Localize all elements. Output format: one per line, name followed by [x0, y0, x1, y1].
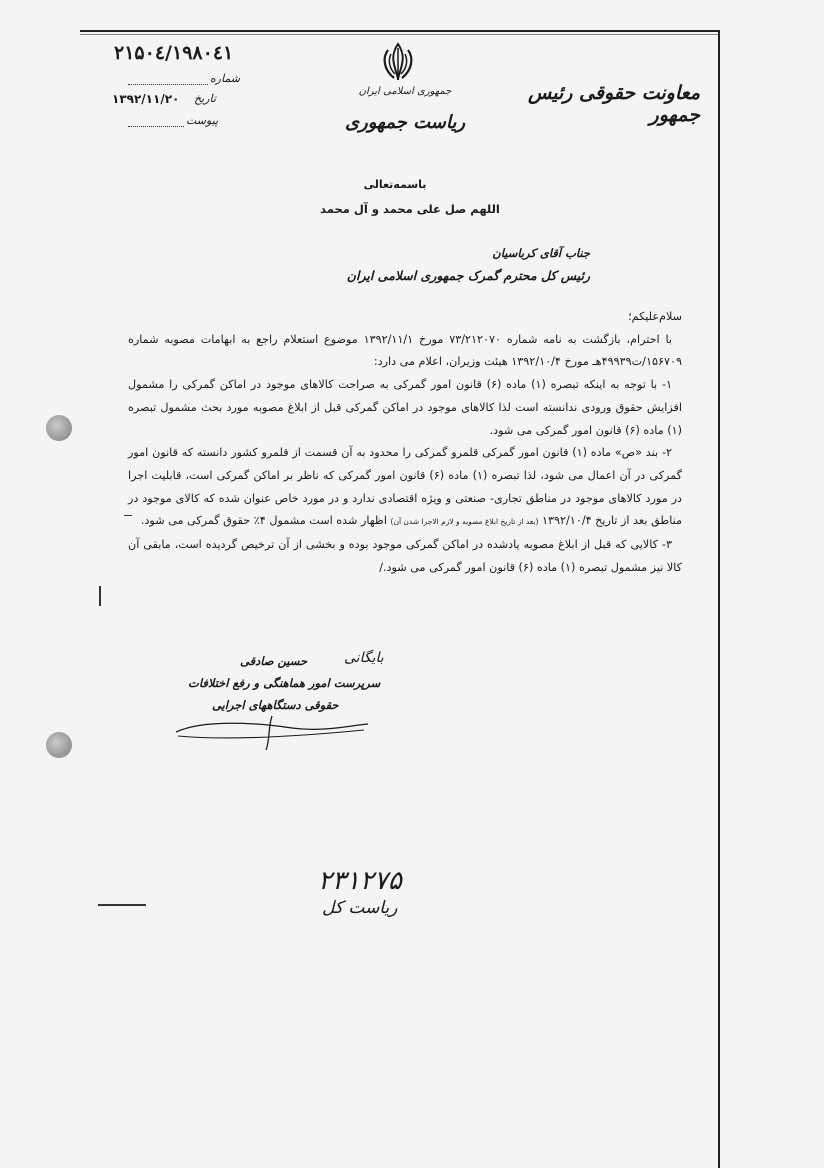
- iran-emblem-icon: [376, 40, 420, 84]
- letter-body: [128, 306, 682, 579]
- attachment-dots: [128, 126, 184, 127]
- item-1: ۱- با توجه به اینکه تبصره (۱) ماده (۶) قانون امور گمرکی به صراحت کالاهای موجود در اماکن گمرکی را مشمول افزایش حقوق ورودی ندانسته است لذا کالاهای موجود در اماکن گمرکی قبل از ابلاغ مصوبه مورد بحث مشمول تبصره (۱) ماده (۶) قانون امور گمرکی می شود.: [128, 378, 682, 437]
- punch-hole-lower: [46, 732, 72, 758]
- greeting: سلام‌علیکم؛: [628, 310, 682, 323]
- attachment-label: پیوست: [186, 114, 219, 127]
- item-3: ۳- کالایی که قبل از ابلاغ مصوبه یادشده در اماکن گمرکی موجود بوده و بخشی از آن ترخیص گردیده است، مابقی آن کالا نیز مشمول تبصره (۱) ماده (۶) قانون امور گمرکی می شود./: [128, 538, 682, 574]
- item-2: [128, 442, 682, 534]
- punch-hole-upper: [46, 415, 72, 441]
- salawat: اللهم صل علی محمد و آل محمد: [320, 202, 500, 216]
- addressee-title: رئیس کل محترم گمرک جمهوری اسلامی ایران: [346, 268, 590, 283]
- item-2-text: ۲- بند «ص» ماده (۱) قانون امور گمرکی قلمرو گمرکی را محدود به آن قسمت از قلمرو کشور دانسته که قانون امور گمرکی در آن اعمال می شود، لذا تبصره (۱) ماده (۶) قانون امور گمرکی که ناظر بر اماکن گمرکی است، قابلیت اجرا در مورد کالاهای موجود در مناطق تجاری- صنعتی و ویژه اقتصادی ندارد و در مورد خاص عنوان شده که کالای موجود در مناطق بعد از تاریخ ۱۳۹۲/۱۰/۴: [128, 446, 682, 528]
- office-title: معاونت حقوقی رئیس جمهور: [528, 82, 700, 126]
- signatory-title-1: سرپرست امور هماهنگی و رفع اختلافات: [188, 676, 381, 690]
- signatory-name: حسین صادقی: [240, 654, 308, 668]
- number-label: شماره: [210, 72, 241, 85]
- signature-scribble: [172, 710, 372, 750]
- page-border-top: [80, 30, 720, 32]
- received-label: ریاست کل: [322, 898, 398, 918]
- page-border-right: [718, 30, 720, 1168]
- date-label: تاریخ: [194, 92, 216, 105]
- date-value: ۱۳۹۲/۱۱/۲۰: [112, 92, 180, 106]
- margin-line: [98, 904, 146, 906]
- item-2-ending: اظهار شده است مشمول ۴٪ حقوق گمرکی می شود.: [140, 514, 387, 528]
- margin-handwritten-note: بایگانی: [344, 650, 384, 666]
- republic-title: جمهوری اسلامی ایران: [358, 86, 452, 97]
- serial-number: ۲۱۵۰٤/۱۹۸۰٤۱: [114, 42, 234, 64]
- margin-mark: [99, 586, 101, 606]
- number-dots: [128, 84, 208, 85]
- presidency-title: ریاست جمهوری: [344, 112, 466, 133]
- item-2-note: (بعد از تاریخ ابلاغ مصوبه و لازم الاجرا شدن آن): [390, 517, 539, 527]
- intro-paragraph: با احترام، بازگشت به نامه شماره ۷۳/۲۱۲۰۷۰ مورخ ۱۳۹۲/۱۱/۱ موضوع استعلام راجع به ابهامات مصوبه شماره ۱۵۶۷۰۹/ت۴۹۹۳۹هـ مورخ ۱۳۹۲/۱۰/۴ هیئت وزیران، اعلام می دارد:: [128, 332, 682, 369]
- addressee-name: جناب آقای کرباسیان: [492, 246, 590, 260]
- received-number: ۲۳۱۲۷۵: [318, 866, 402, 896]
- signatory-title-2: حقوقی دستگاههای اجرایی: [212, 698, 339, 712]
- page-border-top-inner: [80, 34, 720, 35]
- basmala: باسمه‌تعالی: [363, 178, 427, 191]
